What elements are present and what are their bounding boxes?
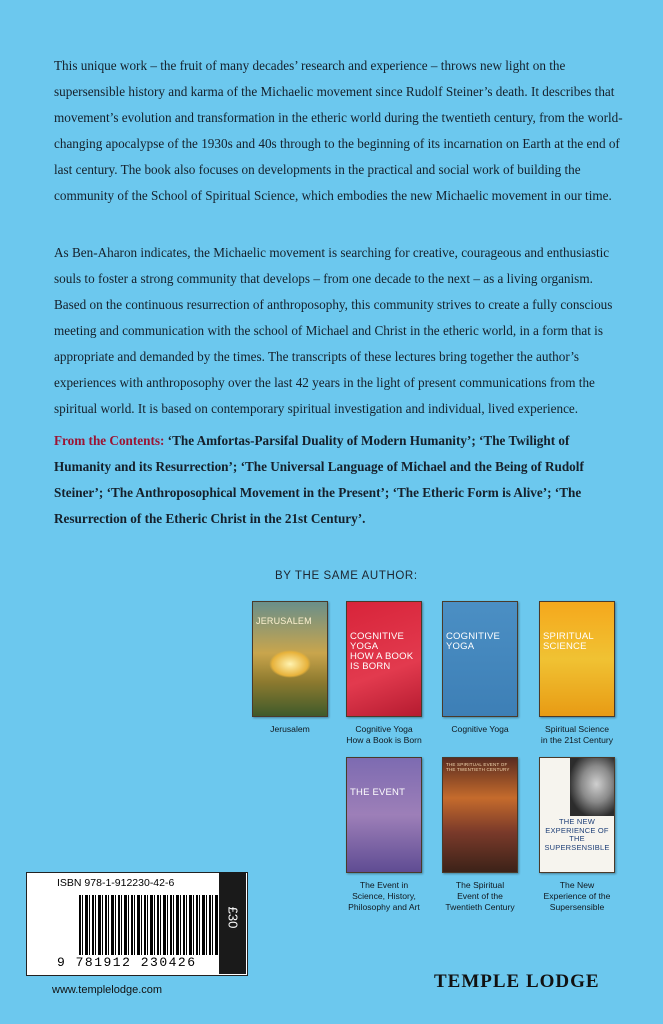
book-cover-image (252, 601, 328, 717)
book-caption: Jerusalem (270, 724, 310, 734)
contents-label: From the Contents: (54, 433, 165, 448)
isbn-text: ISBN 978-1-912230-42-6 (57, 877, 175, 889)
book-cognitive-yoga (441, 601, 519, 735)
book-cover-image (442, 757, 518, 873)
book-caption: Cognitive Yoga (451, 724, 509, 734)
publisher-website: www.templelodge.com (52, 984, 163, 996)
contents-paragraph (54, 428, 624, 532)
book-new-experience (538, 757, 616, 913)
by-same-author-heading: BY THE SAME AUTHOR: (275, 570, 418, 582)
cover-title: JERUSALEM (256, 616, 312, 626)
book-caption: The New Experience of the Supersensible (543, 880, 611, 912)
publisher-name: TEMPLE LODGE (434, 971, 600, 992)
cover-title: SPIRITUAL SCIENCE (543, 631, 594, 652)
book-caption: The Spiritual Event of the Twentieth Century (445, 880, 515, 912)
portrait-image (570, 758, 614, 816)
book-caption: Cognitive Yoga How a Book is Born (346, 724, 422, 745)
cover-title: THE EVENT (350, 787, 406, 798)
description-paragraph-2: As Ben-Aharon indicates, the Michaelic movement is searching for creative, courageous and enthusiastic souls to foster a strong community that develops – from one decade to the next – as a living organism. Based on the continuous resurrection of anthroposophy, this community strives to create a fully conscious meeting and communication with the school of Michael and Christ in the etheric world, in a form that is appropriate and demanded by the times. The transcripts of these lectures bring together the author’s experiences with anthroposophy over the last 42 years in the light of present communications from the spiritual world. It is based on contemporary spiritual investigation and individual, lived experience. (54, 245, 613, 416)
book-cover-image (346, 757, 422, 873)
book-cover-image (442, 601, 518, 717)
book-the-event (345, 757, 423, 913)
book-spiritual-science (538, 601, 616, 746)
price-box (219, 872, 246, 974)
cover-title: COGNITIVE YOGA (446, 631, 501, 652)
barcode-box (26, 872, 248, 976)
book-jerusalem (251, 601, 329, 735)
barcode-digits: 9 781912 230426 (57, 955, 197, 970)
description-paragraph-1: This unique work – the fruit of many decades’ research and experience – throws new light on the supersensible history and karma of the Michaelic movement since Rudolf Steiner’s death. It describes that movement’s evolution and transformation in the etheric world during the twentieth century, from the world-changing apocalypse of the 1930s and 40s through to the beginning of its incarnation on Earth at the end of last century. The book also focuses on developments in the practical and social work of building the community of the School of Spiritual Science, which embodies the new Michaelic movement in our time. (54, 58, 623, 203)
book-cover-image (346, 601, 422, 717)
cover-title: THE SPIRITUAL EVENT OF THE TWENTIETH CENTURY (446, 762, 510, 772)
book-cover-image (539, 601, 615, 717)
book-cover-image (539, 757, 615, 873)
cover-title: COGNITIVE YOGA HOW A BOOK IS BORN (350, 631, 414, 672)
barcode-icon (79, 895, 229, 955)
book-spiritual-event (441, 757, 519, 913)
book-caption: The Event in Science, History, Philosophy and Art (348, 880, 420, 912)
cover-title: THE NEW EXPERIENCE OF THE SUPERSENSIBLE (544, 817, 610, 852)
book-caption: Spiritual Science in the 21st Century (540, 724, 614, 745)
contents-text: ‘The Amfortas-Parsifal Duality of Modern Humanity’; ‘The Twilight of Humanity and its Resurrection’; ‘The Universal Language of Michael and the Being of Rudolf Steiner’; ‘The Anthroposophical Movement in the Present’; ‘The Etheric Form is Alive’; ‘The Resurrection of the Etheric Christ in the 21st Century’. (54, 433, 584, 526)
book-cognitive-yoga-how-a-book-is-born (345, 601, 423, 746)
price-label: £30 (225, 906, 241, 929)
